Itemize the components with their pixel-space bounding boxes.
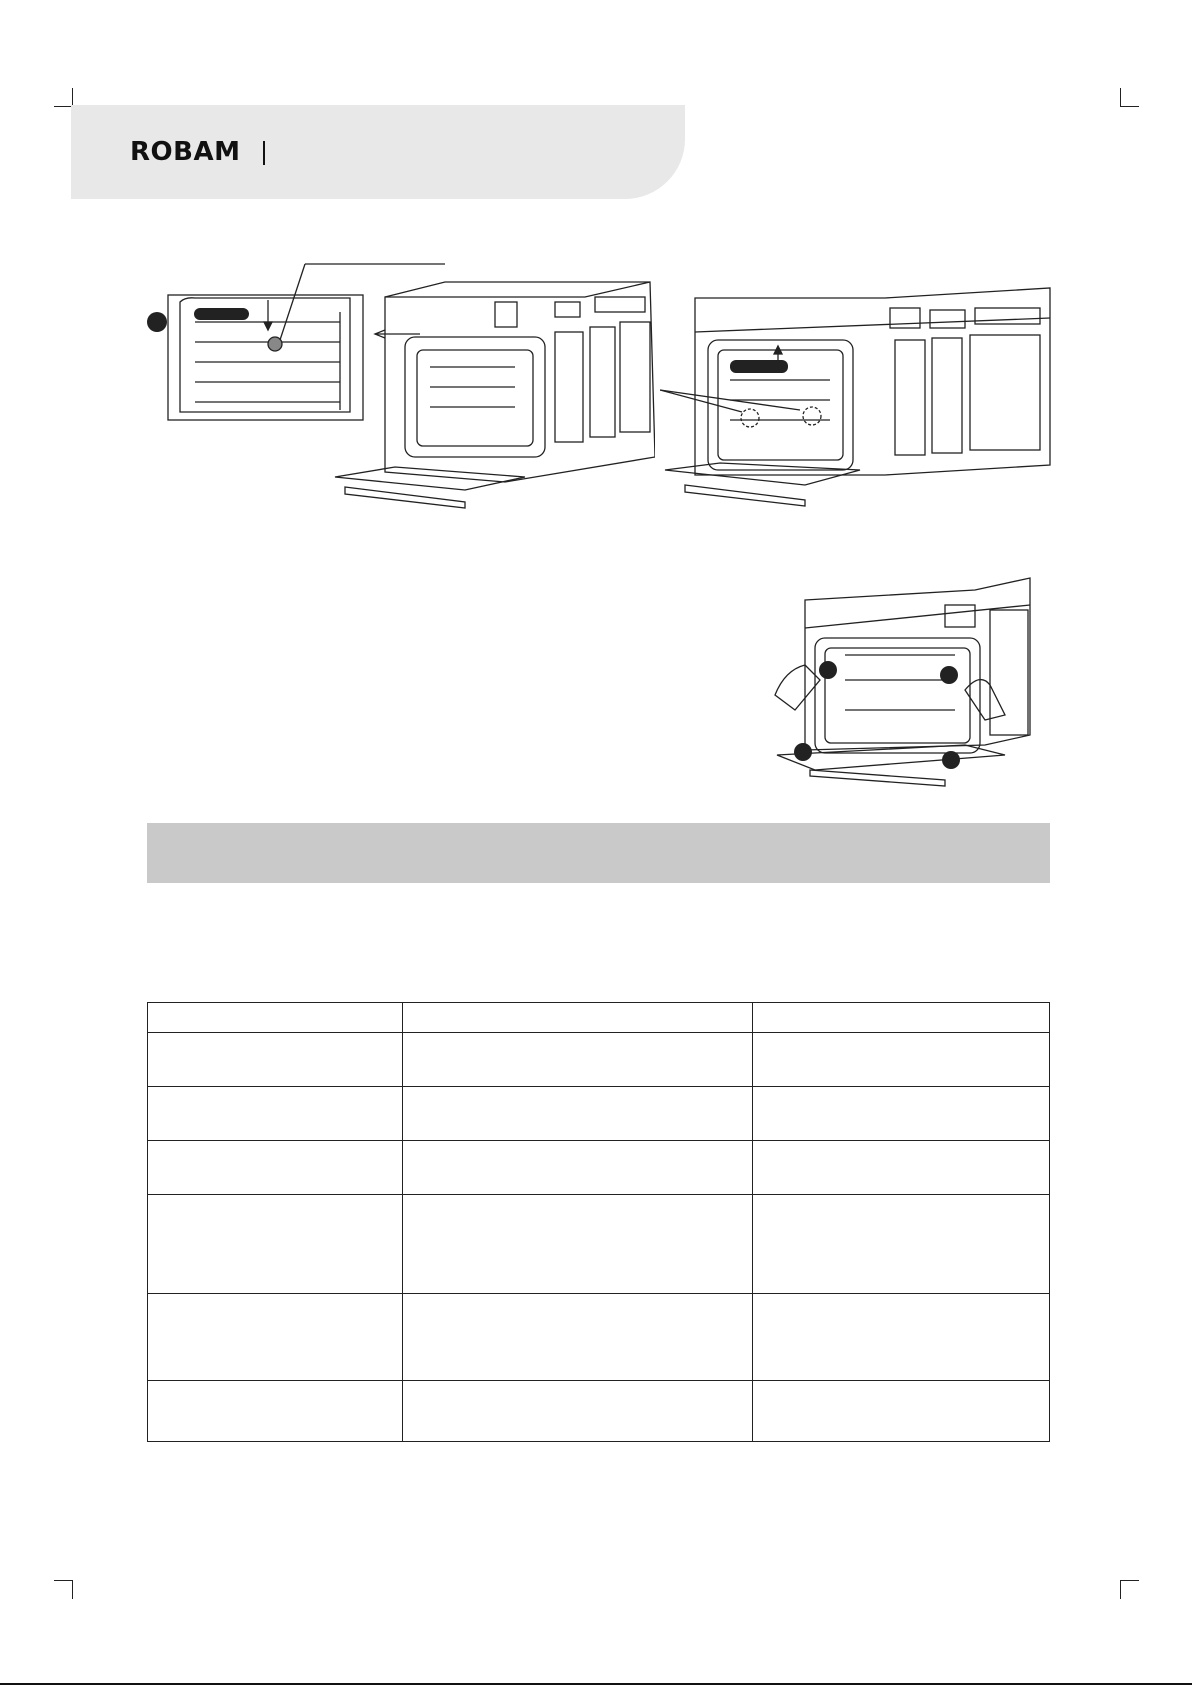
table-row (148, 1195, 1050, 1294)
crop-mark-bottom-left (54, 1580, 73, 1599)
table-header-row (148, 1003, 1050, 1033)
table-header-cell (403, 1003, 753, 1033)
table-row (148, 1033, 1050, 1087)
table-cell (403, 1087, 753, 1141)
table-cell (753, 1087, 1050, 1141)
brand-divider (263, 141, 265, 165)
table-cell (403, 1033, 753, 1087)
table-cell (148, 1381, 403, 1442)
table-row (148, 1141, 1050, 1195)
table-cell (148, 1087, 403, 1141)
table-header-cell (753, 1003, 1050, 1033)
crop-mark-bottom-right (1120, 1580, 1139, 1599)
table-cell (403, 1381, 753, 1442)
table-cell (753, 1195, 1050, 1294)
oven-illustration-light-bulb (135, 262, 655, 512)
table-cell (753, 1294, 1050, 1381)
table-cell (403, 1141, 753, 1195)
table-cell (148, 1195, 403, 1294)
table-cell (403, 1294, 753, 1381)
brand-logo: ROBAM (130, 137, 241, 167)
table-cell (148, 1294, 403, 1381)
table-cell (753, 1141, 1050, 1195)
table-row (148, 1087, 1050, 1141)
table-row (148, 1381, 1050, 1442)
spec-table (147, 1002, 1050, 1442)
table-cell (403, 1195, 753, 1294)
table-header-cell (148, 1003, 403, 1033)
oven-illustration-door-removal (765, 560, 1045, 790)
table-row (148, 1294, 1050, 1381)
table-cell (148, 1033, 403, 1087)
table-cell (753, 1381, 1050, 1442)
table-cell (148, 1141, 403, 1195)
section-heading-bar (147, 823, 1050, 883)
crop-mark-top-right (1120, 88, 1139, 107)
table-cell (753, 1033, 1050, 1087)
oven-illustration-cover-removal (660, 280, 1060, 510)
